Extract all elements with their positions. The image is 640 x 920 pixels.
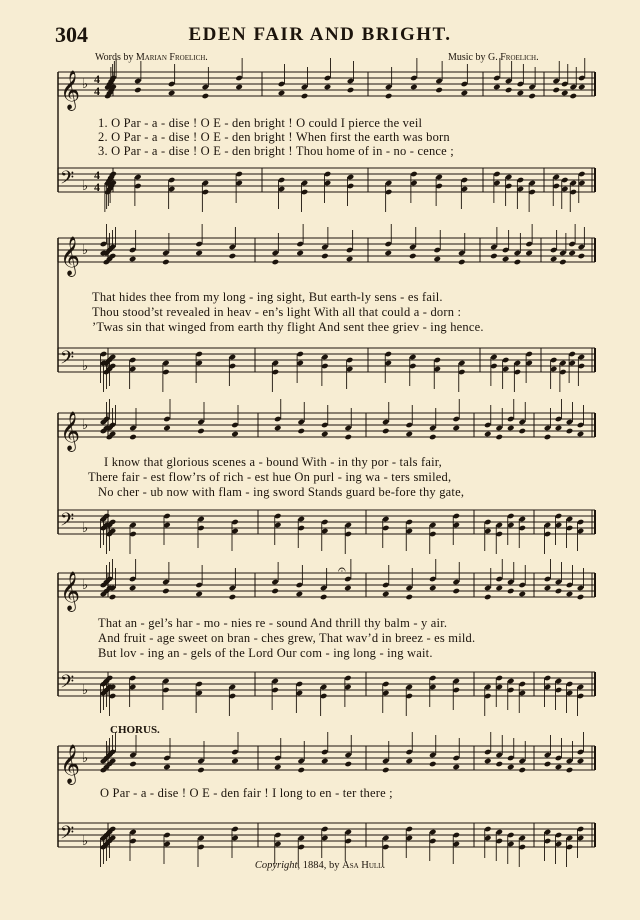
time-signature: 4: [94, 72, 100, 86]
note-head: [321, 758, 329, 765]
note-head: [435, 87, 443, 94]
note-head: [271, 588, 279, 595]
note-head: [129, 434, 137, 441]
note-head: [409, 253, 417, 260]
copyright-holder: Asa Hull.: [342, 860, 386, 871]
note-head: [518, 591, 526, 598]
bass-clef-icon: 𝄢: [60, 168, 75, 193]
note-head: [544, 761, 552, 768]
note-head: [507, 588, 515, 595]
note-head: [168, 90, 176, 97]
note-head: [568, 250, 576, 257]
note-head: [502, 256, 510, 263]
note-head: [163, 425, 171, 432]
note-head: [129, 585, 137, 592]
flat-icon: ♭: [82, 578, 89, 593]
note-head: [278, 90, 286, 97]
note-head: [555, 764, 563, 771]
note-head: [452, 425, 460, 432]
note-head: [320, 594, 328, 601]
note-head: [484, 594, 492, 601]
time-signature: 4: [94, 84, 100, 98]
lyric-line: ’Twas sin that winged from earth thy flight And sent thee griev - ing hence.: [92, 320, 484, 334]
flat-icon: ♭: [82, 359, 89, 374]
note-head: [528, 93, 536, 100]
note-head: [495, 434, 503, 441]
note-head: [433, 256, 441, 263]
note-head: [324, 84, 332, 91]
flat-icon: ♭: [82, 243, 89, 258]
note-head: [452, 588, 460, 595]
note-head: [544, 585, 552, 592]
note-head: [544, 434, 552, 441]
note-head: [347, 87, 355, 94]
note-head: [195, 250, 203, 257]
note-head: [109, 594, 117, 601]
bass-clef-icon: 𝄢: [60, 672, 75, 697]
note-head: [561, 90, 569, 97]
treble-clef-icon: 𝄞: [60, 571, 81, 611]
note-head: [405, 431, 413, 438]
lyric-line: That an - gel’s har - mo - nies re - sound And thrill thy balm - y air.: [98, 616, 448, 630]
note-head: [484, 431, 492, 438]
music-author: G. Froelich.: [488, 52, 539, 63]
note-head: [321, 431, 329, 438]
note-head: [197, 767, 205, 774]
lyric-line: 2. O Par - a - dise ! O E - den bright ! When first the earth was born: [98, 130, 450, 144]
treble-clef-icon: 𝄞: [60, 236, 81, 276]
note-head: [129, 761, 137, 768]
note-head: [134, 87, 142, 94]
note-head: [129, 256, 137, 263]
note-head: [458, 259, 466, 266]
note-head: [577, 758, 585, 765]
note-head: [429, 761, 437, 768]
note-head: [344, 434, 352, 441]
lyric-line: But lov - ing an - gels of the Lord Our com - ing long - ing wait.: [98, 646, 433, 660]
note-head: [297, 428, 305, 435]
note-head: [384, 250, 392, 257]
note-head: [297, 767, 305, 774]
copyright-notice: [0, 860, 640, 871]
note-head: [566, 591, 574, 598]
note-head: [577, 594, 585, 601]
treble-clef-icon: 𝄞: [60, 411, 81, 451]
note-head: [202, 93, 210, 100]
words-author: Marian Froelich.: [135, 52, 208, 63]
note-head: [344, 585, 352, 592]
note-head: [231, 431, 239, 438]
note-head: [162, 588, 170, 595]
note-head: [385, 93, 393, 100]
treble-clef-icon: 𝄞: [60, 744, 81, 784]
flat-icon: ♭: [82, 418, 89, 433]
note-head: [552, 87, 560, 94]
note-head: [163, 764, 171, 771]
note-head: [577, 431, 585, 438]
lyric-line: That hides thee from my long - ing sight, But earth-ly sens - es fail.: [92, 290, 443, 304]
note-head: [452, 764, 460, 771]
note-head: [505, 87, 513, 94]
lyric-line: No cher - ub now with flam - ing sword Stands guard be-fore thy gate,: [98, 485, 465, 499]
note-head: [429, 434, 437, 441]
note-head: [296, 591, 304, 598]
note-head: [514, 259, 522, 266]
note-head: [566, 767, 574, 774]
lyric-line: And fruit - age sweet on bran - ches grew, That wav’d in breez - es mild.: [98, 631, 476, 645]
note-head: [461, 90, 469, 97]
note-head: [195, 591, 203, 598]
flat-icon: ♭: [82, 683, 89, 698]
note-head: [495, 761, 503, 768]
note-head: [321, 253, 329, 260]
note-head: [550, 256, 558, 263]
flat-icon: ♭: [82, 521, 89, 536]
note-head: [507, 764, 515, 771]
note-head: [518, 428, 526, 435]
note-head: [274, 764, 282, 771]
note-head: [197, 428, 205, 435]
lyric-line: 3. O Par - a - dise ! O E - den bright ! Thou home of in - no - cence ;: [98, 144, 454, 158]
note-head: [346, 256, 354, 263]
note-head: [555, 425, 563, 432]
lyric-line: Thou stood’st revealed in heav - en’s light With all that could a - dorn :: [92, 305, 462, 319]
treble-clef-icon: 𝄞: [60, 70, 81, 110]
lyric-line: 1. O Par - a - dise ! O E - den bright ! O could I pierce the veil: [98, 116, 423, 130]
note-head: [410, 84, 418, 91]
note-head: [382, 591, 390, 598]
note-head: [274, 425, 282, 432]
note-head: [272, 259, 280, 266]
copyright-word: Copyright,: [254, 860, 301, 871]
flat-icon: ♭: [82, 751, 89, 766]
note-head: [429, 585, 437, 592]
flat-icon: ♭: [82, 77, 89, 92]
note-head: [566, 428, 574, 435]
note-head: [555, 588, 563, 595]
note-head: [518, 767, 526, 774]
lyric-line: There fair - est flow’rs of rich - est hue On purl - ing wa - ters smiled,: [88, 470, 452, 484]
note-head: [525, 250, 533, 257]
note-head: [507, 425, 515, 432]
note-head: [578, 84, 586, 91]
note-head: [578, 253, 586, 260]
flat-icon: ♭: [82, 179, 89, 194]
copyright-year: 1884, by: [300, 860, 343, 871]
bass-clef-icon: 𝄢: [60, 823, 75, 848]
note-head: [231, 758, 239, 765]
note-head: [484, 758, 492, 765]
note-head: [495, 585, 503, 592]
note-head: [559, 259, 567, 266]
fermata-icon: 𝄐: [338, 562, 346, 578]
flat-icon: ♭: [82, 834, 89, 849]
note-head: [405, 594, 413, 601]
note-head: [162, 259, 170, 266]
time-signature: 4: [94, 180, 100, 194]
note-head: [296, 250, 304, 257]
note-head: [569, 93, 577, 100]
note-head: [301, 93, 309, 100]
music-prefix: Music by: [448, 52, 488, 63]
note-head: [235, 84, 243, 91]
words-prefix: Words by: [95, 52, 136, 63]
note-head: [493, 84, 501, 91]
page-number: 304: [55, 22, 88, 47]
time-signature: 4: [94, 168, 100, 182]
note-head: [382, 767, 390, 774]
chorus-label: CHORUS.: [110, 724, 160, 736]
hymn-title: EDEN FAIR AND BRIGHT.: [188, 24, 452, 45]
note-head: [382, 428, 390, 435]
note-head: [344, 761, 352, 768]
note-head: [229, 253, 237, 260]
chorus-lyric-line: O Par - a - dise ! O E - den fair ! I long to en - ter there ;: [100, 786, 393, 800]
note-head: [490, 253, 498, 260]
bass-clef-icon: 𝄢: [60, 348, 75, 373]
bass-clef-icon: 𝄢: [60, 510, 75, 535]
note-head: [517, 90, 525, 97]
note-head: [229, 594, 237, 601]
note-head: [405, 758, 413, 765]
lyric-line: I know that glorious scenes a - bound With - in thy por - tals fair,: [104, 455, 442, 469]
